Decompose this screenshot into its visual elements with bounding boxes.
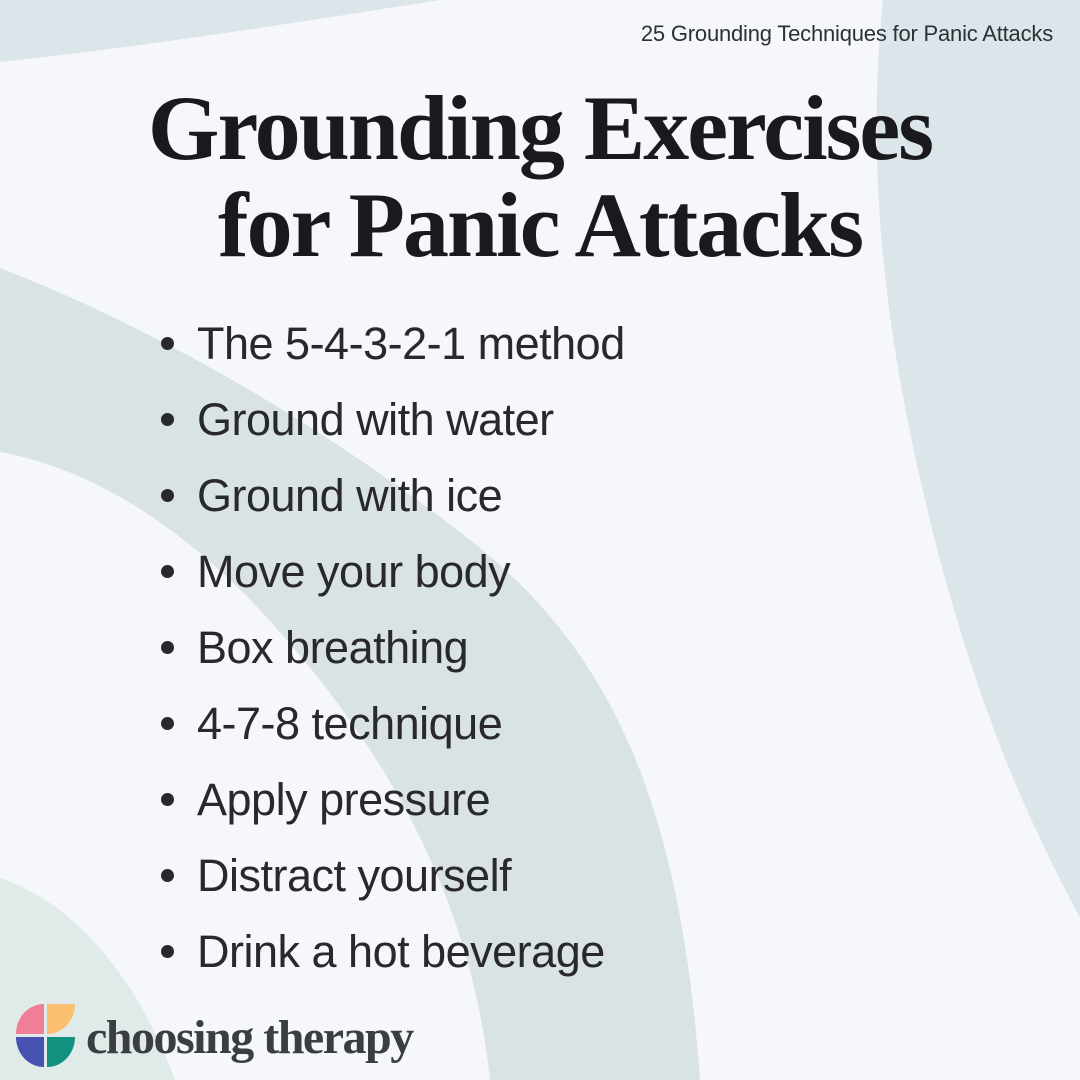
bullet-dot-icon (161, 793, 174, 806)
page-tagline: 25 Grounding Techniques for Panic Attacks (640, 21, 1053, 46)
bullet-dot-icon (161, 641, 174, 654)
brand-wordmark: choosing therapy (86, 1011, 413, 1064)
list-item-label: Apply pressure (197, 774, 491, 825)
techniques-list (197, 320, 625, 1004)
bullet-dot-icon (161, 337, 174, 350)
list-item-label: Ground with ice (197, 470, 503, 521)
list-item (197, 396, 625, 443)
list-item (197, 928, 625, 975)
list-item (197, 624, 625, 671)
list-item-label: Drink a hot beverage (197, 926, 605, 977)
logo-petal-indigo (16, 1037, 44, 1067)
page-title-line1: Grounding Exercises (147, 77, 933, 179)
logo-petal-teal (47, 1037, 75, 1067)
bullet-dot-icon (161, 717, 174, 730)
bullet-dot-icon (161, 945, 174, 958)
brand-logo-icon (16, 1004, 75, 1067)
list-item-label: Move your body (197, 546, 511, 597)
page-title (0, 77, 1080, 276)
list-item-label: 4-7-8 technique (197, 698, 503, 749)
list-item (197, 776, 625, 823)
list-item-label: Box breathing (197, 622, 469, 673)
bullet-dot-icon (161, 413, 174, 426)
list-item-label: Distract yourself (197, 850, 512, 901)
list-item (197, 320, 625, 367)
list-item-label: Ground with water (197, 394, 554, 445)
logo-petal-pink (16, 1004, 44, 1034)
list-item (197, 852, 625, 899)
list-item (197, 700, 625, 747)
list-item (197, 548, 625, 595)
bullet-dot-icon (161, 869, 174, 882)
list-item-label: The 5-4-3-2-1 method (197, 318, 625, 369)
logo-petal-orange (47, 1004, 75, 1034)
bullet-dot-icon (161, 565, 174, 578)
bullet-dot-icon (161, 489, 174, 502)
list-item (197, 472, 625, 519)
page-title-line2: for Panic Attacks (217, 174, 862, 276)
